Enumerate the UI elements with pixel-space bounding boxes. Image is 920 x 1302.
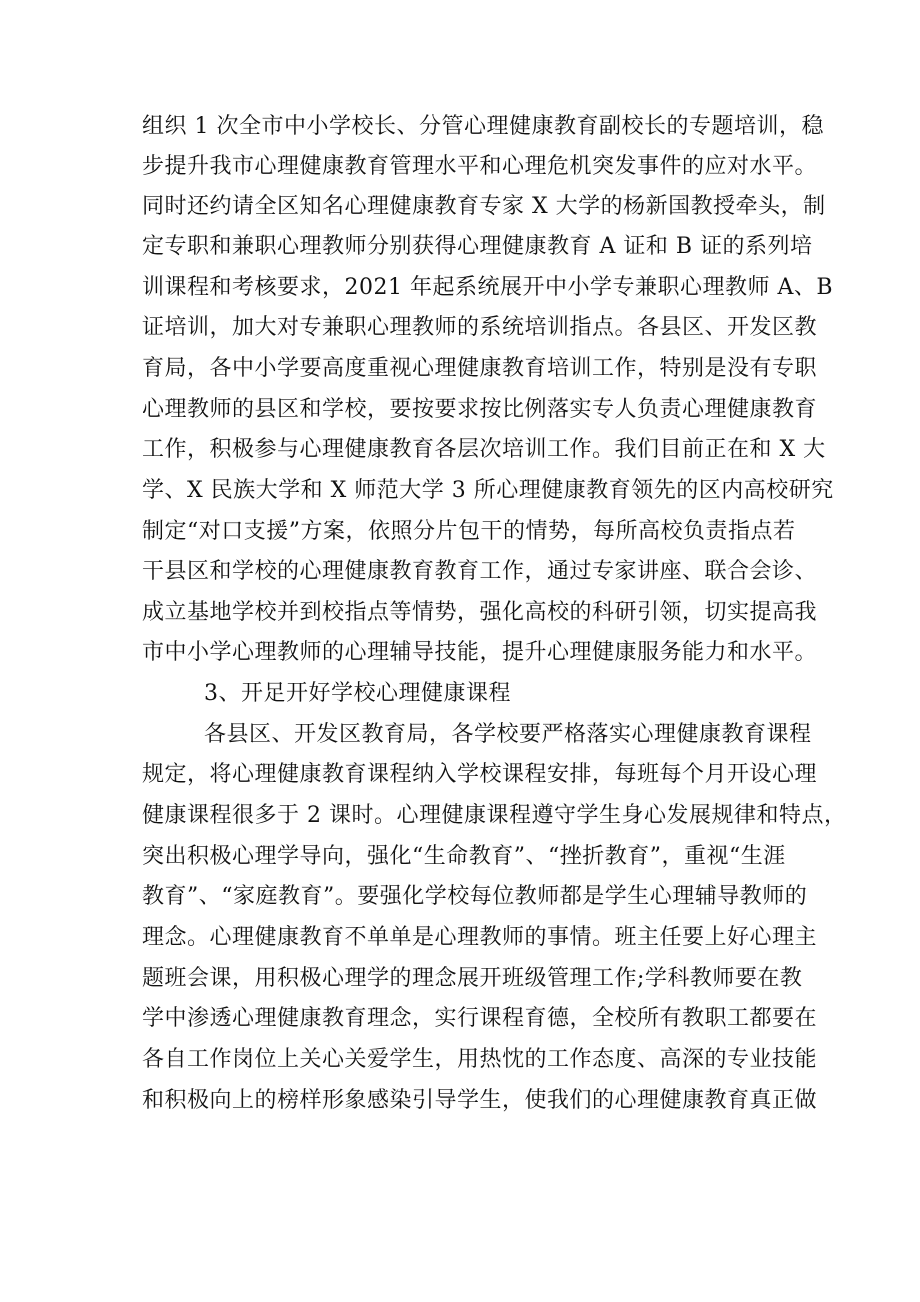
text-line: 健康课程很多于 2 课时。心理健康课程遵守学生身心发展规律和特点，: [142, 803, 847, 828]
text-line: 工作，积极参与心理健康教育各层次培训工作。我们目前正在和 X 大: [142, 437, 826, 462]
text-line: 步提升我市心理健康教育管理水平和心理危机突发事件的应对水平。: [142, 154, 818, 179]
text-line: 干县区和学校的心理健康教育教育工作，通过专家讲座、联合会诊、: [142, 559, 818, 584]
text-line: 各县区、开发区教育局，各学校要严格落实心理健康教育课程: [204, 722, 812, 747]
text-line: 制定“对口支援”方案，依照分片包干的情势，每所高校负责指点若: [142, 519, 796, 544]
section-heading: 3、开足开好学校心理健康课程: [204, 681, 511, 706]
text-line: 理念。心理健康教育不单单是心理教师的事情。班主任要上好心理主: [142, 925, 818, 950]
text-line: 训课程和考核要求，2021 年起系统展开中小学专兼职心理教师 A、B: [142, 275, 834, 300]
text-line: 规定，将心理健康教育课程纳入学校课程安排，每班每个月开设心理: [142, 762, 818, 787]
text-line: 学、X 民族大学和 X 师范大学 3 所心理健康教育领先的区内高校研究: [142, 478, 834, 503]
text-line: 组织 1 次全市中小学校长、分管心理健康教育副校长的专题培训，稳: [142, 114, 824, 139]
text-line: 市中小学心理教师的心理辅导技能，提升心理健康服务能力和水平。: [142, 640, 818, 665]
text-line: 学中渗透心理健康教育理念，实行课程育德，全校所有教职工都要在: [142, 1006, 818, 1031]
text-line: 题班会课，用积极心理学的理念展开班级管理工作;学科教师要在教: [142, 966, 803, 991]
text-line: 育局，各中小学要高度重视心理健康教育培训工作，特别是没有专职: [142, 356, 818, 381]
text-line: 同时还约请全区知名心理健康教育专家 X 大学的杨新国教授牵头，制: [142, 194, 826, 219]
text-line: 各自工作岗位上关心关爱学生，用热忱的工作态度、高深的专业技能: [142, 1047, 818, 1072]
text-line: 证培训，加大对专兼职心理教师的系统培训指点。各县区、开发区教: [142, 315, 818, 340]
text-line: 教育”、“家庭教育”。要强化学校每位教师都是学生心理辅导教师的: [142, 884, 808, 909]
text-line: 和积极向上的榜样形象感染引导学生，使我们的心理健康教育真正做: [142, 1088, 818, 1113]
text-line: 心理教师的县区和学校，要按要求按比例落实专人负责心理健康教育: [142, 397, 818, 422]
text-line: 定专职和兼职心理教师分别获得心理健康教育 A 证和 B 证的系列培: [142, 234, 813, 259]
text-line: 突出积极心理学导向，强化“生命教育”、“挫折教育”，重视“生涯: [142, 844, 786, 869]
text-line: 成立基地学校并到校指点等情势，强化高校的科研引领，切实提高我: [142, 600, 818, 625]
